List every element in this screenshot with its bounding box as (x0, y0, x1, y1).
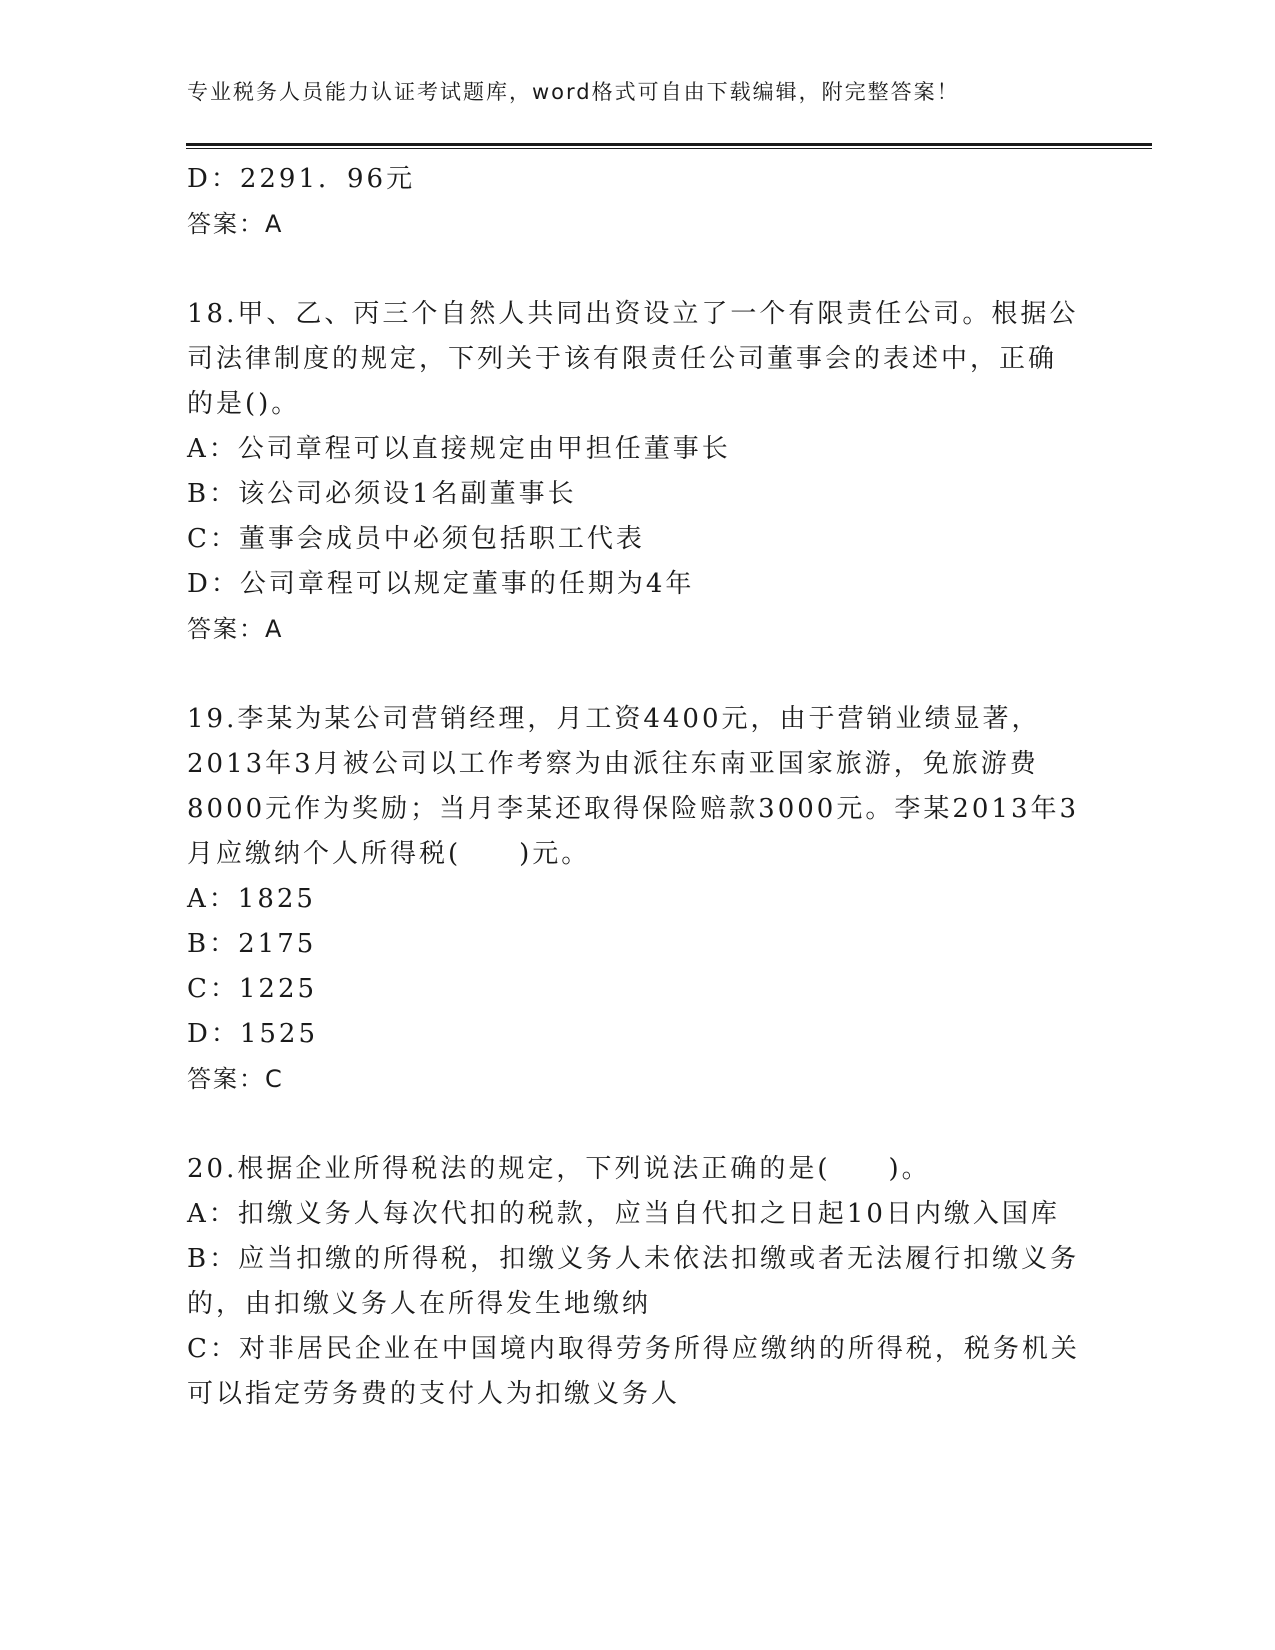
option-c: C：1225 (187, 974, 318, 1004)
option-d: D：1525 (187, 1019, 319, 1049)
document-body (187, 157, 1087, 1417)
question-stem-line: 的是()。 (187, 389, 301, 419)
question-18 (187, 292, 1087, 652)
prev-question-option-d: D：2291．96元 (187, 164, 416, 194)
option-a: A：公司章程可以直接规定由甲担任董事长 (187, 434, 731, 464)
option-b: B：2175 (187, 929, 317, 959)
question-20 (187, 1147, 1087, 1417)
option-a: A：1825 (187, 884, 316, 914)
spacer (187, 247, 1087, 292)
option-c-continued: 可以指定劳务费的支付人为扣缴义务人 (187, 1379, 681, 1409)
question-stem-line: 8000元作为奖励；当月李某还取得保险赔款3000元。李某2013年3 (187, 794, 1080, 824)
question-stem-line: 20.根据企业所得税法的规定，下列说法正确的是( )。 (187, 1154, 931, 1184)
spacer (187, 652, 1087, 697)
option-d: D：公司章程可以规定董事的任期为4年 (187, 569, 695, 599)
option-b: B：该公司必须设1名副董事长 (187, 479, 577, 509)
prev-question-answer: 答案：A (187, 210, 284, 238)
question-stem-line: 2013年3月被公司以工作考察为由派往东南亚国家旅游，免旅游费 (187, 749, 1039, 779)
option-a: A：扣缴义务人每次代扣的税款，应当自代扣之日起10日内缴入国库 (187, 1199, 1060, 1229)
question-stem-line: 19.李某为某公司营销经理，月工资4400元，由于营销业绩显著， (187, 704, 1041, 734)
question-stem-line: 18.甲、乙、丙三个自然人共同出资设立了一个有限责任公司。根据公 (187, 299, 1079, 329)
answer-label: 答案：A (187, 615, 284, 643)
spacer (187, 1102, 1087, 1147)
option-c: C：对非居民企业在中国境内取得劳务所得应缴纳的所得税，税务机关 (187, 1334, 1080, 1364)
answer-label: 答案：C (187, 1065, 284, 1093)
header-rule-thick (186, 143, 1152, 146)
page-header: 专业税务人员能力认证考试题库，word格式可自由下载编辑，附完整答案！ (187, 80, 960, 104)
option-c: C：董事会成员中必须包括职工代表 (187, 524, 645, 554)
question-19 (187, 697, 1087, 1102)
question-stem-line: 月应缴纳个人所得税( )元。 (187, 839, 591, 869)
header-rule-thin (186, 148, 1152, 149)
question-stem-line: 司法律制度的规定，下列关于该有限责任公司董事会的表述中，正确 (187, 344, 1058, 374)
option-b: B：应当扣缴的所得税，扣缴义务人未依法扣缴或者无法履行扣缴义务 (187, 1244, 1080, 1274)
option-b-continued: 的，由扣缴义务人在所得发生地缴纳 (187, 1289, 652, 1319)
